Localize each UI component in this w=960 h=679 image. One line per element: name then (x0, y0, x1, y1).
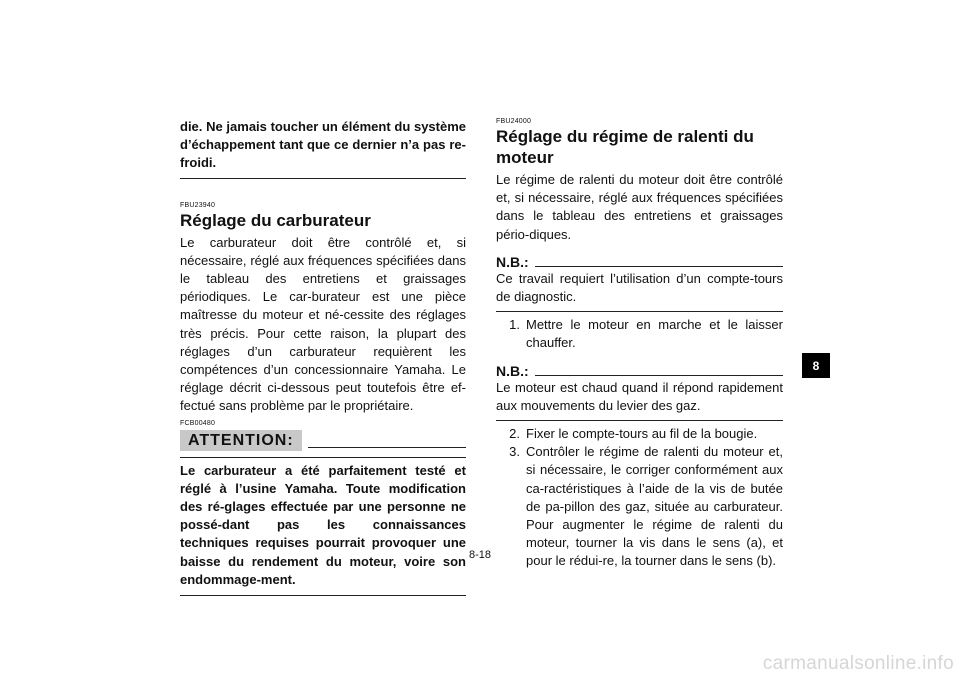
note-2-header (496, 363, 783, 379)
idle-section-code: FBU24000 (496, 118, 532, 125)
attention-top-rule (180, 457, 466, 458)
idle-section-title-line2: moteur (496, 148, 554, 167)
attention-bottom-rule (180, 595, 466, 596)
page-number: 8-18 (468, 549, 492, 561)
note-1-end-rule (496, 311, 783, 312)
note-1-text: Ce travail requiert l’utilisation d’un compte-tours de diagnostic. (496, 270, 783, 305)
step-3-number: 3. (509, 444, 520, 460)
chapter-tab: 8 (802, 353, 830, 378)
step-1 (496, 316, 783, 352)
watermark: carmanualsonline.info (762, 653, 954, 674)
note-1-header-rule (535, 266, 783, 267)
step-2 (496, 425, 783, 443)
attention-header (180, 430, 466, 451)
idle-section-body: Le régime de ralenti du moteur doit être contrôlé et, si nécessaire, réglé aux fréquences spécifiées dans le tableau des entretiens et graissages pério-diques. (496, 172, 783, 242)
step-3-text: Contrôler le régime de ralenti du moteur et, si nécessaire, le corriger conformément aux ca-ractéristiques à l’aide de la vis de butée de pa-pillon des gaz, située au carburateur. Pour augmenter le régime de ralenti du moteur, tourner la vis dans le sens (a), et pour le rédui-re, la tourner dans le sens (b). (526, 444, 783, 569)
right-column (496, 118, 783, 571)
warning-end-rule (180, 178, 466, 179)
note-2-label: N.B.: (496, 362, 529, 379)
note-1-header (496, 254, 783, 270)
note-2-text: Le moteur est chaud quand il répond rapidement aux mouvements du levier des gaz. (496, 379, 783, 413)
step-3 (496, 443, 783, 570)
step-1-number: 1. (509, 317, 520, 333)
carb-section-body: Le carburateur doit être contrôlé et, si nécessaire, réglé aux fréquences spécifiées dans le tableau des entretiens et graissages périodiques. Le car-burateur est une pièce maîtresse du moteur et né-cessite des réglages très précis. Pour cette raison, la plupart des réglages d’un carburateur requièrent les compétences d’un concessionnaire Yamaha. Le réglage décrit ci-dessous peut toutefois être ef-fectué sans problème par le propriétaire. (180, 234, 466, 414)
idle-section-title-line1: Réglage du régime de ralenti du (496, 127, 754, 146)
attention-code: FCB00480 (180, 419, 216, 427)
note-2-header-rule (535, 375, 783, 376)
carb-section-title: Réglage du carburateur (180, 210, 371, 230)
steps-list-b (496, 425, 783, 571)
warning-tail-text: die. Ne jamais toucher un élément du système d’échappement tant que ce dernier n’a pas re-froidi. (180, 119, 466, 171)
attention-label: ATTENTION: (180, 430, 302, 451)
note-2-end-rule (496, 420, 783, 421)
note-1-label: N.B.: (496, 253, 529, 270)
step-1-text: Mettre le moteur en marche et le laisser chauffer. (526, 317, 783, 351)
attention-header-rule (308, 447, 466, 448)
attention-body: Le carburateur a été parfaitement testé et réglé à l’usine Yamaha. Toute modification des ré-glages effectuée par une personne ne possé-dant pas les connaissances techniques requises pourrait provoquer une baisse du rendement du moteur, voire son endommage-ment. (180, 462, 466, 587)
step-2-text: Fixer le compte-tours au fil de la bougie. (526, 426, 758, 442)
steps-list-a (496, 316, 783, 352)
left-column (180, 118, 466, 596)
step-2-number: 2. (509, 426, 520, 442)
carb-section-code: FBU23940 (180, 201, 216, 209)
